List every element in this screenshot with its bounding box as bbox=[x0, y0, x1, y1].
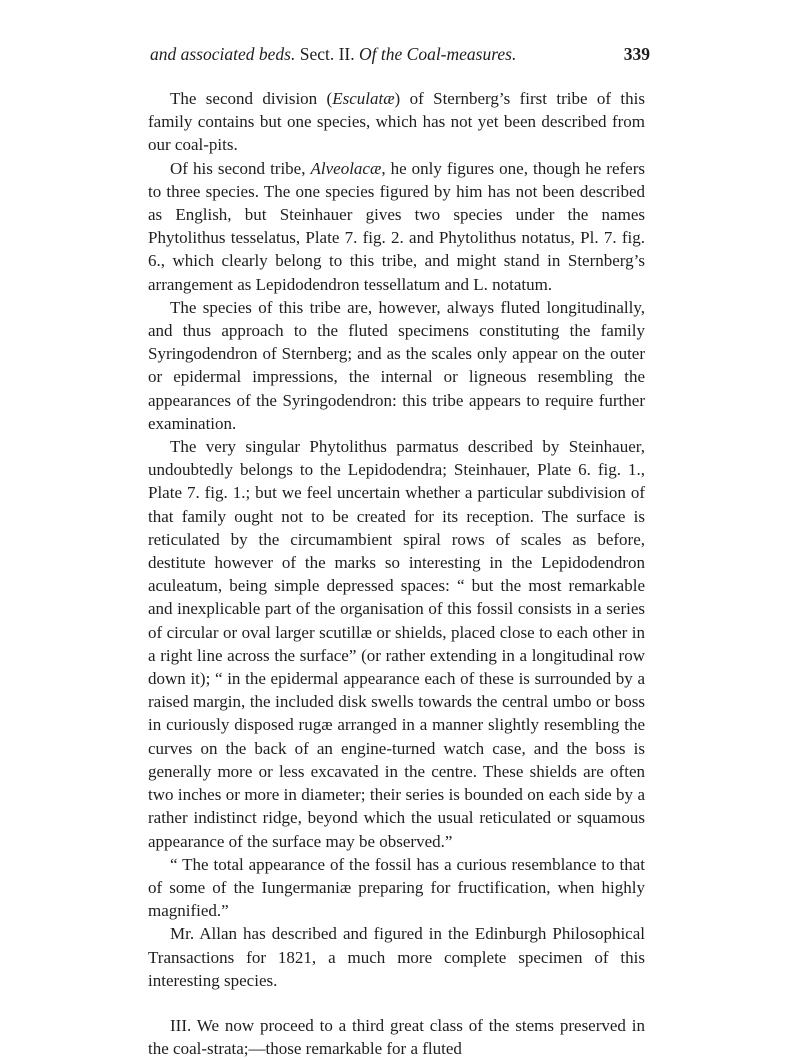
body-text bbox=[148, 87, 645, 1060]
section-label: Sect. II. bbox=[299, 44, 355, 64]
paragraph-alveolacae bbox=[148, 157, 645, 296]
paragraph-alveolacae-start: Of his second tribe, bbox=[170, 158, 311, 178]
paragraph-quotation: “ The total appearance of the fossil has a curious resemblance to that of some of the Iungermaniæ preparing for fructification, when highly magnified.” bbox=[148, 854, 645, 921]
paragraph-esculatae-start: The second division ( bbox=[170, 89, 333, 108]
term-alveolacae: Alveolacæ bbox=[310, 158, 382, 178]
term-esculatae: Esculatæ bbox=[332, 89, 395, 108]
page-number: 339 bbox=[623, 44, 650, 64]
paragraph-alveolacae-end: , he only figures one, though he refers to three species. The one species figured by him has not been described as English, but Steinhauer gives two species under the names Phytolithus tesselatus, Plate 7. fig. 2. and Phytolithus notatus, Pl. 7. fig. 6., which clearly belong to this tribe, and might stand in Sternberg’s arrangement as Lepidodendron tessellatum and L. notatum. bbox=[148, 158, 645, 294]
running-head-suffix: Of the Coal-measures. bbox=[359, 44, 517, 64]
paragraph-esculatae-end: ) of Sternberg’s first tribe of this family contains but one species, which has not yet been described from our coal-pits. bbox=[148, 89, 645, 155]
paragraph-fluted-species: The species of this tribe are, however, always fluted longitudinally, and thus approach to the fluted specimens constituting the family Syringodendron of Sternberg; and as the scales only appear on the outer or epidermal impressions, the internal or ligneous resembling the appearances of the Syringodendron: this tribe appears to require further examination. bbox=[148, 297, 645, 433]
paragraph-esculatae bbox=[148, 87, 645, 157]
paragraph-allan: Mr. Allan has described and figured in the Edinburgh Philosophical Transactions for 1821, a much more complete specimen of this interesting species. bbox=[148, 924, 645, 990]
running-head bbox=[150, 44, 650, 65]
running-head-prefix: and associated beds. bbox=[150, 44, 296, 64]
paragraph-third-class: III. We now proceed to a third great class of the stems preserved in the coal-strata;—those remarkable for a fluted bbox=[148, 1015, 645, 1059]
running-head-text bbox=[150, 44, 516, 65]
paragraph-phytolithus-parmatus: The very singular Phytolithus parmatus described by Steinhauer, undoubtedly belongs to the Lepidodendra; Steinhauer, Plate 6. fig. 1., Plate 7. fig. 1.; but we feel uncertain whether a particular subdivision of that family ought not to be created for its reception. The surface is reticulated by the circumambient spiral rows of scales as before, destitute however of the marks so interesting in the Lepidodendron aculeatum, being simple depressed spaces: “ but the most remarkable and inexplicable part of the organisation of this fossil consists in a series of circular or oval larger scutillæ or shields, placed close to each other in a right line across the surface” (or rather extending in a longitudinal row down it); “ in the epidermal appearance each of these is surrounded by a raised margin, the included disk swells towards the central umbo or boss in curiously disposed rugæ arranged in a manner slightly resembling the curves on the back of an engine-turned watch case, and the boss is generally more or less excavated in the centre. These shields are often two inches or more in diameter; their series is bounded on each side by a rather indistinct ridge, beyond which the usual reticulated or squamous appearance of the surface may be observed.” bbox=[148, 437, 645, 851]
